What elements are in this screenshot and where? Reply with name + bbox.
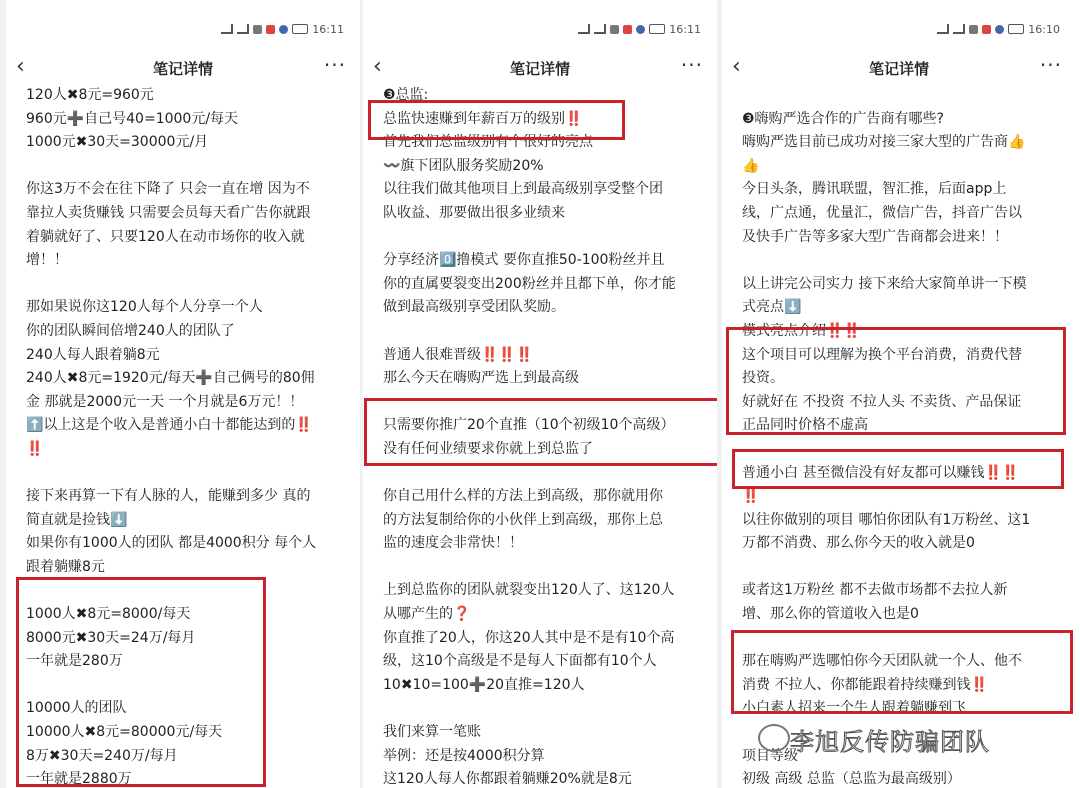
text-line: 的方法复制给你的小伙伴上到高级，那你上总 [383,511,663,528]
text-line: 以往我们做其他项目上到最高级别享受整个团 [383,181,663,198]
watermark: 李旭反传防骗团队 [790,728,990,756]
text-line: 普通小白 甚至微信没有好友都可以赚钱‼️‼️ [742,464,1020,481]
signal-icon [221,24,233,34]
more-options-icon[interactable]: ··· [680,53,703,77]
text-line: 靠拉人卖货赚钱 只需要会员每天看广告你就跟 [26,204,311,221]
app-icon [636,25,645,34]
text-line: 那如果说你这120人每个人分享一个人 [26,299,263,316]
text-line: 从哪产生的❓ [383,606,471,623]
text-line: 分享经济0️⃣撸模式 要你直推50-100粉丝并且 [383,252,665,269]
text-line: ‼️ [742,488,760,505]
text-line: 10✖10=100➕20直推=120人 [383,676,585,693]
text-line: 模式亮点介绍‼️‼️ [742,322,861,339]
text-line: 10000人的团队 [26,700,127,717]
text-line: 我们来算一笔账 [383,724,481,741]
text-line: 万都不消费、那么你今天的收入就是0 [742,535,975,552]
signal-icon [237,24,249,34]
signal-icon [594,24,606,34]
text-line: 240人每人跟着躺8元 [26,346,160,363]
text-line: 120人✖8元=960元 [26,87,154,103]
highlight-box [732,449,1064,489]
more-options-icon[interactable]: ··· [1039,53,1062,77]
notification-icon [982,25,991,34]
text-line: 以往你做别的项目 哪怕你团队有1万粉丝、这1 [742,511,1031,528]
text-line: 线，广点通，优量汇，微信广告，抖音广告以 [742,204,1022,221]
text-line: 你的直属要裂变出200粉丝并且都下单，你才能 [383,275,676,292]
page-title: 笔记详情 [868,60,929,78]
note-panel-3 [722,0,1076,788]
text-line: 项目等级 [742,747,798,764]
blank-line [26,462,350,486]
nav-bar [6,54,360,84]
text-line: 你自己用什么样的方法上到高级，那你就用你 [383,488,663,505]
nav-bar [363,54,717,84]
status-bar [578,18,701,40]
text-line: 240人✖8元=1920元/每天➕自己俩号的80佣 [26,370,315,387]
page-title: 笔记详情 [152,60,213,78]
text-line: 做到最高级别享受团队奖励。 [383,299,565,316]
text-line: 没有任何业绩要求你就上到总监了 [383,440,593,457]
highlight-box [16,577,266,787]
signal-icon [953,24,965,34]
text-line: 金 那就是2000元一天 一个月就是6万元！！ [26,393,304,410]
text-line: 及快手广告等多家大型广告商都会进来！！ [742,228,1008,245]
text-line: 〰️旗下团队服务奖励20% [383,157,544,174]
status-time: 16:10 [1028,22,1060,36]
text-line: 着躺就好了、只要120人在动市场你的收入就 [26,228,305,245]
text-line: 好就好在 不投资 不拉人头 不卖货、产品保证 [742,393,1022,410]
text-line: 你直推了20人，你这20人其中是不是有10个高 [383,629,675,646]
highlight-box [731,630,1073,714]
text-line: 监的速度会非常快！！ [383,535,523,552]
wechat-logo-icon [758,724,790,752]
text-line: ❸嗨购严选合作的广告商有哪些? [742,110,944,127]
page-title: 笔记详情 [509,60,570,78]
text-line: 举例：还是按4000积分算 [383,747,545,764]
text-line: 那么今天在嗨购严选上到最高级 [383,370,579,387]
wifi-icon [969,25,978,34]
text-line: 简直就是捡钱⬇️ [26,511,128,528]
note-panel-1 [6,0,360,788]
wifi-icon [253,25,262,34]
text-line: 投资。 [742,370,784,387]
notification-icon [623,25,632,34]
text-line: 首先我们总监级别有个很好的亮点 [383,134,593,151]
highlight-box [368,100,625,140]
blank-line [383,320,707,344]
status-time: 16:11 [669,22,701,36]
blank-line [383,697,707,721]
text-line: 今日头条，腾讯联盟，智汇推，后面app上 [742,181,1007,198]
blank-line [26,273,350,297]
back-arrow-icon[interactable]: ‹ [732,54,741,79]
text-line: 一年就是2880万 [26,771,132,788]
app-icon [279,25,288,34]
text-line: 级，这10个高级是不是每人下面都有10个人 [383,653,657,670]
signal-icon [937,24,949,34]
text-line: 1000人✖8元=8000/每天 [26,606,191,623]
highlight-box [726,327,1066,435]
note-panel-2 [363,0,717,788]
signal-icon [578,24,590,34]
text-line: 一年就是280万 [26,653,123,670]
blank-line [383,226,707,250]
text-line: 接下来再算一下有人脉的人，能赚到多少 真的 [26,488,311,505]
text-line: 增、那么你的管道收入也是0 [742,606,919,623]
text-line: 👍 [742,157,760,174]
text-line: 正品同时价格不虚高 [742,417,868,434]
text-line: 初级 高级 总监（总监为最高级别） [742,771,961,788]
text-line: 增！！ [26,252,68,269]
text-line: 这个项目可以理解为换个平台消费，消费代替 [742,346,1022,363]
text-line: 普通人很难晋级‼️‼️‼️ [383,346,534,363]
blank-line [742,249,1066,273]
text-line: ‼️ [26,440,44,457]
battery-icon [649,24,665,34]
highlight-box [364,398,717,466]
text-line: 960元➕自己号40=1000元/每天 [26,110,239,127]
app-icon [995,25,1004,34]
text-line: 1000元✖30天=30000元/月 [26,134,209,151]
blank-line [383,556,707,580]
more-options-icon[interactable]: ··· [323,53,346,77]
text-line: 或者这1万粉丝 都不去做市场都不去拉人新 [742,582,1008,599]
text-line: 如果你有1000人的团队 都是4000积分 每个人 [26,535,317,552]
text-line: 队收益、那要做出很多业绩来 [383,204,565,221]
notification-icon [266,25,275,34]
text-line: ❸总监: [383,87,429,103]
text-line: 跟着躺赚8元 [26,558,105,575]
text-line: 嗨购严选目前已成功对接三家大型的广告商👍 [742,134,1026,151]
text-line: 10000人✖8元=80000元/每天 [26,724,223,741]
text-line: 以上讲完公司实力 接下来给大家简单讲一下模 [742,275,1027,292]
status-bar [937,18,1060,40]
text-line: 小白素人招来一个牛人跟着躺赚到飞 [742,700,966,717]
nav-bar [722,54,1076,84]
text-line: 只需要你推广20个直推（10个初级10个高级） [383,417,675,434]
wifi-icon [610,25,619,34]
text-line: 上到总监你的团队就裂变出120人了、这120人 [383,582,675,599]
text-line: 消费 不拉人、你都能跟着持续赚到钱‼️ [742,676,988,693]
text-line: ⬆️以上这是个收入是普通小白十都能达到的‼️ [26,417,313,434]
status-bar [221,18,344,40]
text-line: 式亮点⬇️ [742,299,802,316]
battery-icon [1008,24,1024,34]
text-line: 8万✖30天=240万/每月 [26,747,178,764]
blank-line [742,84,1066,108]
back-arrow-icon[interactable]: ‹ [373,54,382,79]
text-line: 那在嗨购严选哪怕你今天团队就一个人、他不 [742,653,1022,670]
battery-icon [292,24,308,34]
blank-line [26,155,350,179]
text-line: 你的团队瞬间倍增240人的团队了 [26,322,235,339]
back-arrow-icon[interactable]: ‹ [16,54,25,79]
status-time: 16:11 [312,22,344,36]
blank-line [742,556,1066,580]
text-line: 总监快速赚到年薪百万的级别‼️ [383,110,583,127]
text-line: 这120人每人你都跟着躺赚20%就是8元 [383,771,632,788]
text-line: 你这3万不会在往下降了 只会一直在增 因为不 [26,181,310,198]
text-line: 8000元✖30天=24万/每月 [26,629,196,646]
